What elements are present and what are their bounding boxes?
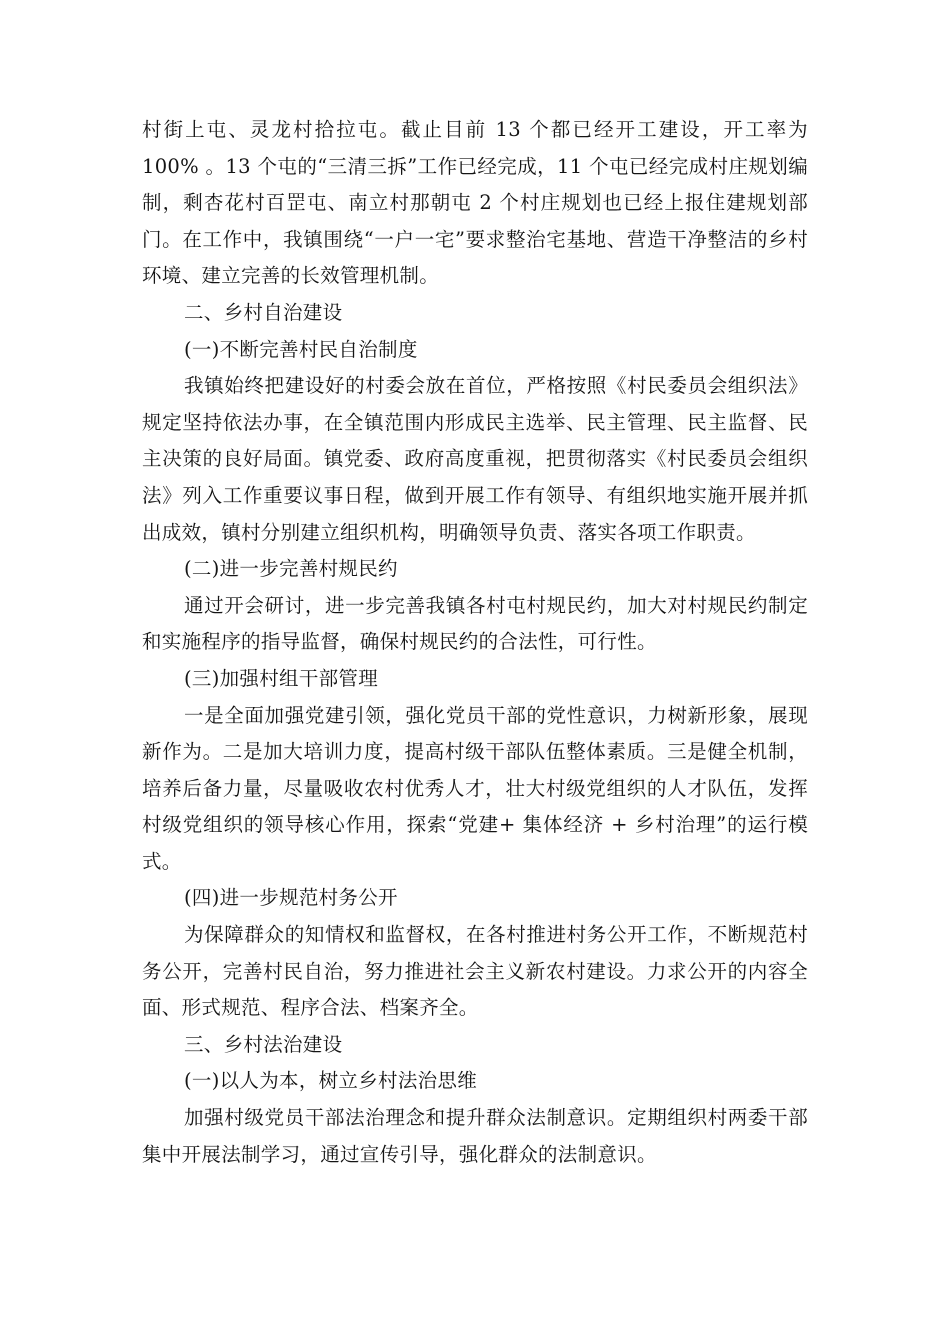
body-paragraph-continued: 村街上屯、灵龙村拾拉屯。截止目前 13 个都已经开工建设，开工率为 100% 。13 个屯的“三清三拆”工作已经完成，11 个屯已经完成村庄规划编制，剩杏花村百罡屯、南立村那朝屯 2 个村庄规划也已经上报住建规划部门。在工作中，我镇围绕“一户一宅”要求整治宅基地、营造干净整洁的乡村环境、建立完善的长效管理机制。 [142, 118, 808, 288]
subsection-heading-village-affairs: (四)进一步规范村务公开 [184, 886, 398, 910]
subsection-heading-villager-autonomy: (一)不断完善村民自治制度 [184, 337, 418, 361]
subsection-heading-legal-thinking: (一)以人为本，树立乡村法治思维 [184, 1069, 478, 1093]
document-body [142, 112, 808, 1173]
body-paragraph: 我镇始终把建设好的村委会放在首位，严格按照《村民委员会组织法》规定坚持依法办事，在全镇范围内形成民主选举、民主管理、民主监督、民主决策的良好局面。镇党委、政府高度重视，把贯彻落实《村民委员会组织法》列入工作重要议事日程，做到开展工作有领导、有组织地实施开展并抓出成效，镇村分别建立组织机构，明确领导负责、落实各项工作职责。 [142, 374, 808, 544]
body-paragraph: 一是全面加强党建引领，强化党员干部的党性意识，力树新形象，展现新作为。二是加大培训力度，提高村级干部队伍整体素质。三是健全机制，培养后备力量，尽量吸收农村优秀人才，壮大村级党组织的人才队伍，发挥村级党组织的领导核心作用，探索“党建+ 集体经济 + 乡村治理”的运行模式。 [142, 703, 808, 873]
section-heading-rural-self-governance: 二、乡村自治建设 [184, 300, 343, 324]
body-paragraph: 为保障群众的知情权和监督权，在各村推进村务公开工作，不断规范村务公开，完善村民自治，努力推进社会主义新农村建设。力求公开的内容全面、形式规范、程序合法、档案齐全。 [142, 923, 808, 1020]
body-paragraph: 加强村级党员干部法治理念和提升群众法制意识。定期组织村两委干部集中开展法制学习，通过宣传引导，强化群众的法制意识。 [142, 1106, 808, 1166]
body-paragraph: 通过开会研讨，进一步完善我镇各村屯村规民约，加大对村规民约制定和实施程序的指导监督，确保村规民约的合法性，可行性。 [142, 593, 808, 654]
subsection-heading-village-rules: (二)进一步完善村规民约 [184, 557, 398, 581]
subsection-heading-cadre-management: (三)加强村组干部管理 [184, 666, 379, 690]
section-heading-rule-of-law: 三、乡村法治建设 [184, 1032, 343, 1056]
